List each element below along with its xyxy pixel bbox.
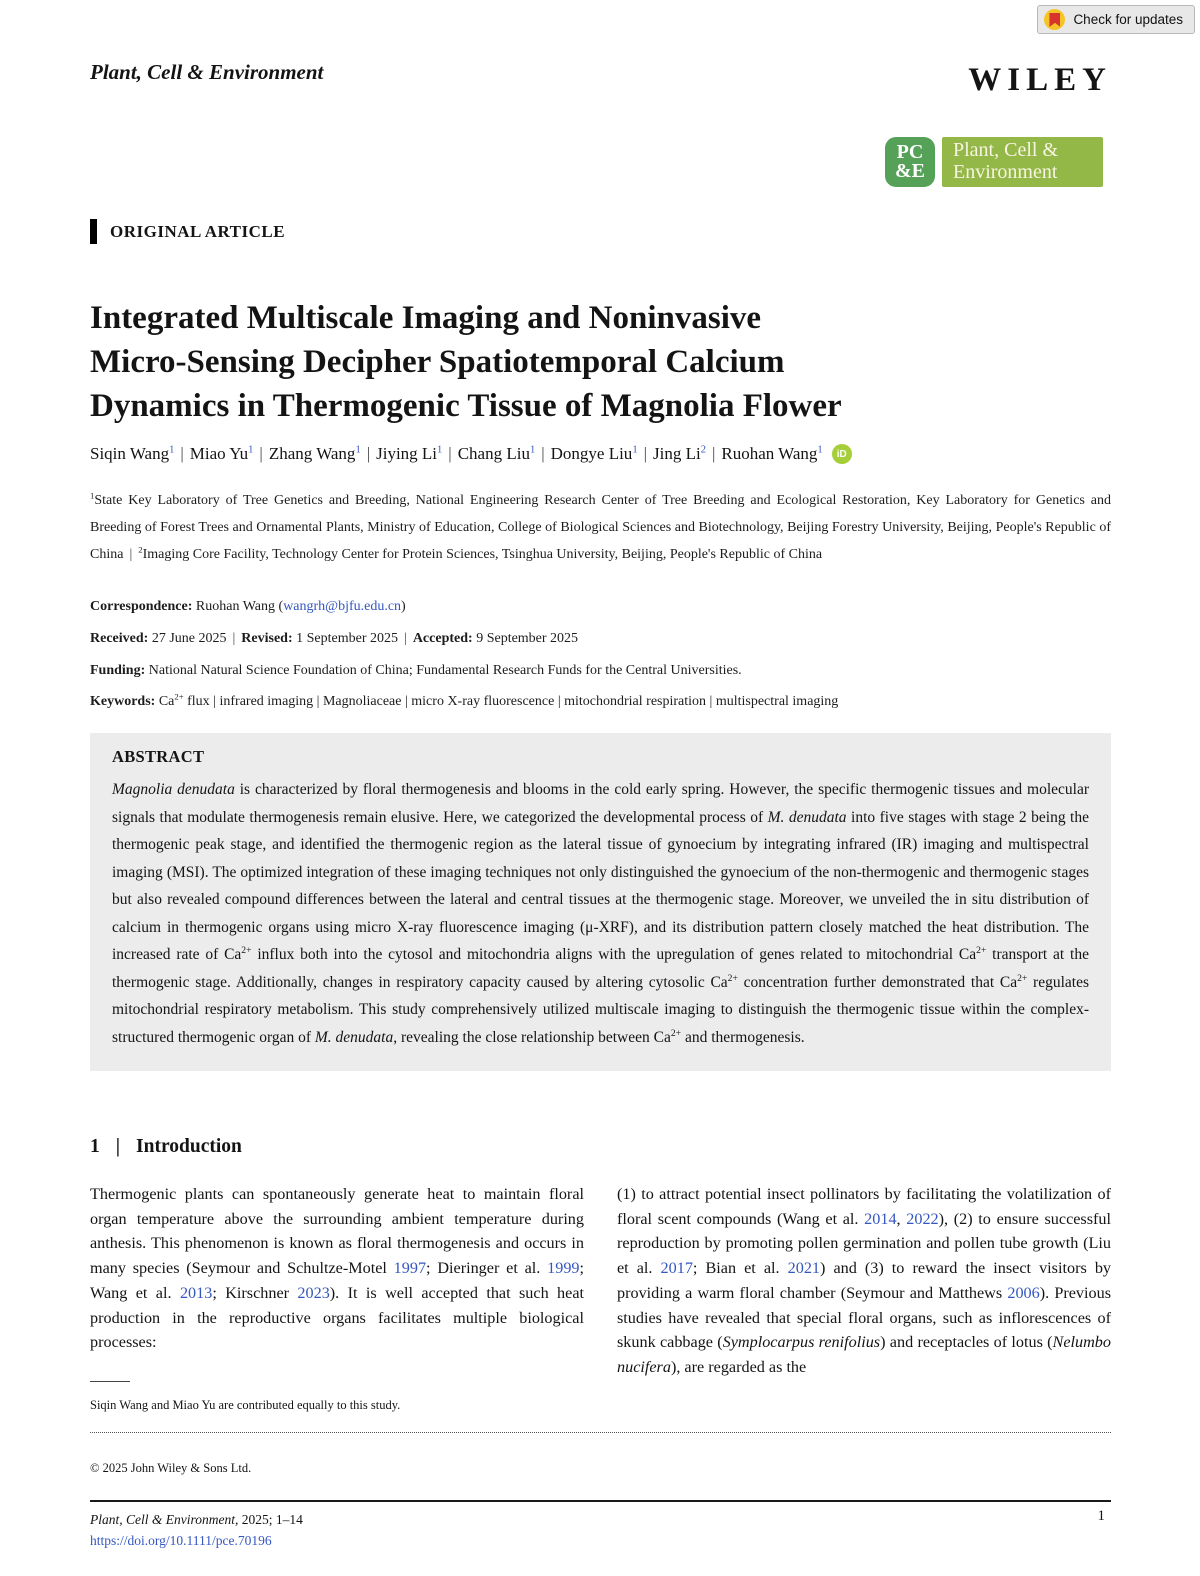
text-segment: |	[129, 547, 133, 562]
funding-line	[90, 663, 742, 679]
text-segment: Miao Yu	[189, 444, 249, 463]
text-segment: 2	[138, 544, 143, 555]
text-segment: M. denudata	[314, 1028, 394, 1046]
text-segment: |	[366, 444, 371, 463]
text-segment: 2+	[670, 1027, 682, 1039]
text-segment: |	[711, 444, 716, 463]
crossmark-icon	[1044, 9, 1065, 30]
text-link[interactable]: 1	[529, 444, 536, 456]
text-segment: Plant, Cell & Environment	[90, 1512, 235, 1527]
introduction-section	[90, 1136, 1111, 1380]
text-segment: ), (2) to ensure successful reproduction by promoting pollen germination and pollen tube growth (Liu et al.	[617, 1209, 1112, 1278]
text-segment: National Natural Science Foundation of China; Fundamental Research Funds for the Central Universities.	[148, 663, 742, 678]
text-segment: 2+	[727, 972, 738, 984]
text-segment: State Key Laboratory of Tree Genetics and Breeding, National Engineering Research Center of Tree Breeding and Ecological Restoration, Key Laboratory for Genetics and Breeding of Forest Trees and Ornamental Plants, Ministry of Education, College of Biological Sciences and Biotechnology, Beijing Forestry University, Beijing, People's Republic of China	[90, 493, 1111, 562]
text-segment: |	[448, 444, 452, 463]
text-link[interactable]: 2014	[864, 1209, 897, 1228]
text-segment: 9 September 2025	[476, 631, 579, 646]
text-link[interactable]: 2023	[297, 1283, 330, 1302]
text-link[interactable]: 1	[437, 444, 443, 456]
footnote-rule	[90, 1381, 130, 1382]
text-link[interactable]: 2022	[906, 1209, 939, 1228]
check-for-updates-button[interactable]	[1037, 5, 1195, 34]
text-segment: Ruohan Wang (	[195, 599, 284, 614]
text-segment: (1) to attract potential insect pollinators by facilitating the volatilization of floral scent compounds (Wang et al.	[617, 1185, 1111, 1228]
text-segment: 1	[90, 490, 95, 501]
pce-monogram-icon	[885, 137, 935, 187]
text-segment: ), are regarded as the	[670, 1357, 807, 1376]
bookmark-icon	[1049, 13, 1060, 27]
pce-monogram-line2: &E	[895, 160, 925, 182]
text-segment: Ruohan Wang	[721, 444, 818, 463]
introduction-columns	[90, 1182, 1111, 1380]
article-title	[90, 296, 842, 428]
text-link[interactable]: 2013	[179, 1283, 213, 1302]
text-segment: 1 September 2025	[296, 631, 398, 646]
journal-logo	[885, 137, 1103, 187]
text-segment: 2+	[241, 944, 252, 956]
article-type-bar	[90, 219, 97, 244]
journal-banner	[942, 137, 1103, 187]
text-segment: Zhang Wang	[268, 444, 356, 463]
journal-banner-line1: Plant, Cell &	[953, 139, 1058, 162]
text-segment: ; Kirschner	[212, 1283, 298, 1302]
dates-line	[90, 631, 578, 647]
text-segment: Correspondence:	[90, 599, 196, 614]
text-segment: Thermogenic plants can spontaneously generate heat to maintain floral organ temperature above the surrounding ambient temperature during anthesis. This phenomenon is known as floral thermogenesis and occurs in many species (Seymour and Schultze-Motel	[90, 1185, 584, 1278]
footer-rule	[90, 1500, 1111, 1502]
text-segment: 27 June 2025	[151, 631, 227, 646]
text-segment: |	[259, 444, 263, 463]
text-segment: concentration further demonstrated that Ca	[737, 973, 1018, 991]
equal-contribution-footnote: Siqin Wang and Miao Yu are contributed equally to this study.	[90, 1398, 401, 1412]
text-segment: is characterized by floral thermogenesis and blooms in the cold early spring. However, the specific thermogenic tissues and molecular signals that modulate thermogenesis remain elusive. Here, we categorized the developmental process of	[112, 781, 1089, 826]
text-segment: Siqin Wang	[90, 444, 170, 463]
introduction-heading	[90, 1136, 1111, 1158]
text-segment: Jing Li	[652, 444, 701, 463]
article-type-heading	[90, 219, 285, 244]
text-segment: Dongye Liu	[550, 444, 633, 463]
text-segment: Jiying Li	[376, 444, 438, 463]
text-segment: Funding:	[90, 663, 149, 678]
text-link[interactable]: 2021	[787, 1259, 820, 1278]
article-title-line1: Integrated Multiscale Imaging and Noninvasive	[90, 300, 762, 336]
text-segment: influx both into the cytosol and mitochondria aligns with the upregulation of genes related to mitochondrial Ca	[251, 946, 977, 963]
article-type-label: ORIGINAL ARTICLE	[110, 221, 286, 241]
text-segment: , 2025; 1–14	[234, 1512, 303, 1527]
text-link[interactable]: wangrh@bjfu.edu.cn	[283, 599, 402, 614]
section-number: 1	[90, 1136, 100, 1157]
orcid-icon[interactable]: iD	[832, 444, 852, 464]
article-title-line3: Dynamics in Thermogenic Tissue of Magnolia Flower	[90, 388, 842, 424]
text-segment: Chang Liu	[457, 444, 530, 463]
text-segment: flux | infrared imaging | Magnoliaceae | micro X-ray fluorescence | mitochondrial respiration | multispectral imaging	[183, 694, 839, 709]
keywords-line	[90, 691, 839, 710]
text-segment: ). It is well accepted that such heat production in the reproductive organs facilitates multiple biological processes:	[90, 1283, 585, 1352]
wiley-logo: WILEY	[968, 62, 1112, 98]
text-segment: and thermogenesis.	[681, 1028, 805, 1046]
section-title: Introduction	[136, 1136, 242, 1157]
text-segment: |	[404, 631, 407, 646]
section-separator: |	[115, 1136, 121, 1157]
copyright-notice: © 2025 John Wiley & Sons Ltd.	[90, 1461, 252, 1475]
text-link[interactable]: 1	[632, 444, 638, 456]
text-segment: Received:	[90, 631, 152, 646]
correspondence-line	[90, 599, 406, 615]
text-segment: ; Bian et al.	[692, 1259, 788, 1278]
text-segment: 2+	[1017, 972, 1028, 984]
text-segment: )	[401, 599, 406, 614]
text-segment: ) and (3) to reward the insect visitors by providing a warm floral chamber (Seymour and Matthews	[617, 1259, 1112, 1302]
affiliations	[90, 487, 1111, 568]
authors-line	[90, 444, 852, 464]
text-segment: |	[232, 631, 236, 646]
text-segment: transport at the thermogenic stage. Additionally, changes in respiratory capacity caused by altering cytosolic Ca	[112, 946, 1089, 991]
text-segment: |	[643, 444, 647, 463]
text-link[interactable]: 1	[817, 444, 823, 456]
text-link[interactable]: 2017	[660, 1259, 693, 1278]
text-segment: , revealing the close relationship between Ca	[393, 1028, 671, 1046]
authors-text	[90, 444, 823, 464]
text-segment: into five stages with stage 2 being the thermogenic peak stage, and identified the thermogenic region as the lateral tissue of gynoecium by integrating infrared (IR) imaging and multispectral imaging (MSI). The optimized integration of these imaging techniques not only distinguished the gynoecium of the non-thermogenic and thermogenic stages but also revealed compound differences between the lateral and central tissues at the thermogenic stage. Moreover, we unveiled the in situ distribution of calcium in thermogenic organs using micro X-ray fluorescence imaging (μ-XRF), and its distribution pattern closely matched the heat distribution. The increased rate of Ca	[112, 808, 1089, 963]
abstract-body	[112, 776, 1089, 1051]
text-segment: ) and receptacles of lotus (	[880, 1333, 1053, 1352]
text-segment: ,	[896, 1209, 907, 1228]
footer-citation	[90, 1512, 303, 1528]
text-link[interactable]: 1997	[393, 1259, 427, 1278]
journal-name: Plant, Cell & Environment	[90, 60, 324, 84]
text-segment: Magnolia denudata	[112, 781, 235, 798]
text-segment: 2+	[976, 944, 987, 956]
doi-link[interactable]: https://doi.org/10.1111/pce.70196	[90, 1533, 272, 1548]
text-segment: M. denudata	[767, 808, 847, 826]
text-link[interactable]: 1	[248, 444, 254, 456]
text-segment: Revised:	[241, 631, 297, 646]
page-number: 1	[1097, 1508, 1105, 1524]
text-segment: Nelumbo nucifera	[617, 1333, 1111, 1376]
journal-banner-line2: Environment	[953, 161, 1058, 183]
text-segment: regulates mitochondrial respiratory metabolism. This study comprehensively utilized multiscale imaging to distinguish the thermogenic tissue within the complex-structured thermogenic organ of	[112, 973, 1090, 1046]
text-link[interactable]: 1999	[547, 1259, 580, 1278]
introduction-column-left	[90, 1182, 584, 1380]
text-segment: Accepted:	[412, 631, 477, 646]
abstract-heading: ABSTRACT	[112, 747, 205, 766]
introduction-column-right	[617, 1182, 1111, 1380]
text-segment: 2+	[174, 691, 184, 702]
article-title-line2: Micro-Sensing Decipher Spatiotemporal Calcium	[90, 344, 785, 380]
text-link[interactable]: 2006	[1007, 1283, 1040, 1302]
text-segment: Ca	[158, 694, 175, 709]
text-segment: |	[541, 444, 545, 463]
text-segment: ; Wang et al.	[90, 1259, 585, 1302]
text-segment: Keywords:	[90, 694, 159, 709]
text-segment: ; Dieringer et al.	[426, 1259, 548, 1278]
text-segment: Symplocarpus renifolius	[722, 1333, 881, 1352]
text-link[interactable]: 1	[355, 444, 361, 456]
check-for-updates-label: Check for updates	[1073, 12, 1183, 27]
pce-monogram-line1: PC	[896, 141, 924, 163]
dotted-divider	[90, 1432, 1111, 1433]
text-segment: |	[180, 444, 184, 463]
text-link[interactable]: 1	[169, 444, 175, 456]
abstract-section	[90, 733, 1111, 1071]
text-segment: Imaging Core Facility, Technology Center for Protein Sciences, Tsinghua University, Beijing, People's Republic of China	[142, 547, 823, 562]
text-link[interactable]: 2	[700, 444, 706, 456]
text-segment: ). Previous studies have revealed that special floral organs, such as inflorescences of skunk cabbage (	[617, 1283, 1112, 1352]
